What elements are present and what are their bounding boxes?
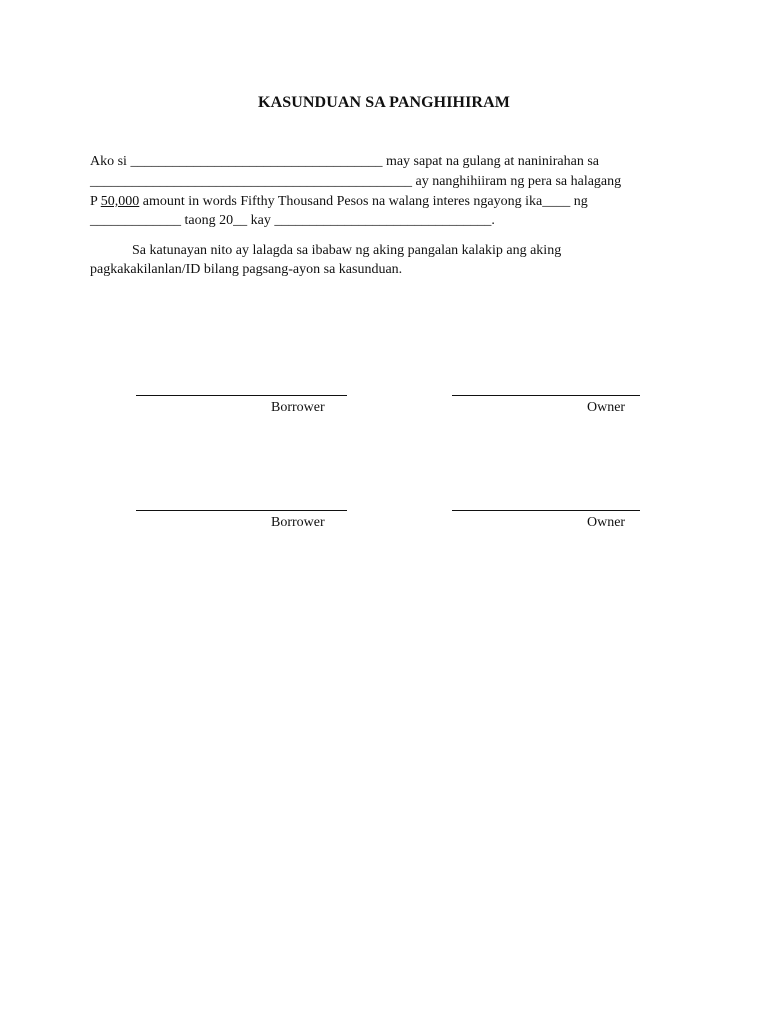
borrower-label: Borrower xyxy=(271,400,325,415)
borrower-signature-line xyxy=(136,510,347,511)
borrower-signature-line xyxy=(136,395,347,396)
paragraph1-line3 xyxy=(90,193,588,211)
owner-label: Owner xyxy=(587,515,626,530)
paragraph2-line2: pagkakakilanlan/ID bilang pagsang-ayon sa kasunduan. xyxy=(90,262,403,277)
paragraph1-line1: Ako si ____________________________________ may sapat na gulang at naninirahan sa xyxy=(90,154,599,169)
document-title: KASUNDUAN SA PANGHIHIRAM xyxy=(258,94,510,111)
owner-signature-line xyxy=(452,510,640,511)
amount-text: amount in words Fifthy Thousand Pesos na walang interes ngayong ika____ ng xyxy=(139,194,588,209)
owner-label: Owner xyxy=(587,400,626,415)
paragraph1-line2: ______________________________________________ ay nanghihiiram ng pera sa halagang xyxy=(90,174,622,189)
paragraph1-line4: _____________ taong 20__ kay _______________________________. xyxy=(90,213,495,228)
loan-amount: 50,000 xyxy=(100,194,140,209)
paragraph2-line1: Sa katunayan nito ay lalagda sa ibabaw ng aking pangalan kalakip ang aking xyxy=(90,243,562,258)
borrower-label: Borrower xyxy=(271,515,325,530)
owner-signature-line xyxy=(452,395,640,396)
currency-prefix: P xyxy=(90,194,101,209)
